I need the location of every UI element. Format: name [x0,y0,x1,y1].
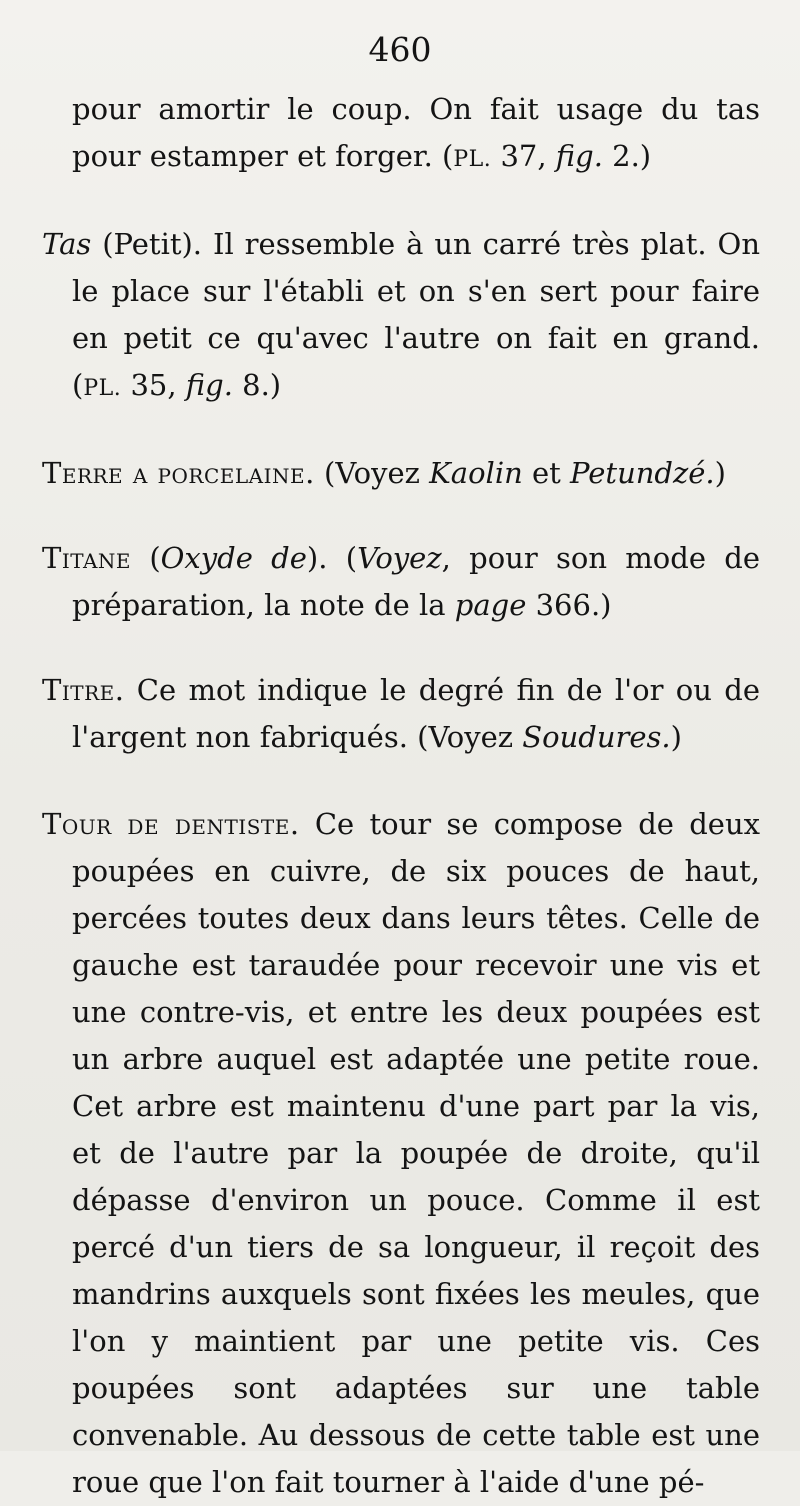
figure-abbr: fig. [555,139,603,173]
cross-reference: Kaolin [429,456,523,490]
entry-text: et [522,456,571,490]
entry-text: ( [131,541,161,575]
plate-abbr: PL. [453,147,492,172]
entry-text: Ce mot indique le degré fin de l'or ou de l'argent non fabriqués. (Voyez [72,673,760,754]
entry-headword: Terre a porcelaine. [42,456,315,490]
cross-reference: Soudures. [522,720,671,754]
entry-text: (Voyez [314,456,430,490]
entry-headword: Titre. [42,673,125,707]
dictionary-text [42,86,760,1506]
entry-text: 366.) [526,588,612,622]
entry-terre-a-porcelaine [42,450,760,497]
entry-text: 37, [491,139,556,173]
entry-headword: Tour de dentiste. [42,807,300,841]
entry-headword: Tas [42,227,92,261]
entry-tas-petit [42,221,760,412]
entry-italic: Voyez [357,541,442,575]
entry-text: , pour son mode de préparation, la note de la [72,541,760,622]
figure-abbr: fig. [185,368,233,402]
cross-reference: Petundzé. [570,456,715,490]
page-number: 460 [368,30,432,69]
entry-tour-de-dentiste [42,801,760,1506]
entry-tas-continuation [42,86,760,183]
entry-titane [42,535,760,629]
entry-text: ). ( [306,541,358,575]
entry-text: ) [714,456,726,490]
entry-italic: page [454,588,527,622]
entry-headword: Titane [42,541,132,575]
entry-text: Ce tour se compose de deux poupées en cuivre, de six pouces de haut, percées toutes deux dans leurs têtes. Celle de gauche est taraudée pour recevoir une vis et une contre-vis, et entre les deux poupées est un arbre auquel est adaptée une petite roue. Cet arbre est maintenu d'une part par la vis, et de l'autre par la poupée de droite, qu'il dépasse d'environ un pouce. Comme il est percé d'un tiers de sa longueur, il reçoit des mandrins auxquels sont fixées les meules, que l'on y maintient par une petite vis. Ces poupées sont adaptées sur une table convenable. Au dessous de cette table est une roue que l'on fait tourner à l'aide d'une pé- [72,807,760,1499]
entry-titre [42,667,760,761]
plate-abbr: PL. [83,376,122,401]
entry-text: 2.) [602,139,652,173]
entry-text: 8.) [232,368,282,402]
entry-text: (Petit). Il ressemble à un carré très plat. On le place sur l'établi et on s'en sert pour faire en petit ce qu'avec l'autre on fait en grand. ( [72,227,760,402]
entry-text: 35, [121,368,186,402]
entry-text: pour amortir le coup. On fait usage du tas pour estamper et forger. ( [72,92,760,173]
entry-italic: Oxyde de [160,541,307,575]
entry-text: ) [670,720,682,754]
